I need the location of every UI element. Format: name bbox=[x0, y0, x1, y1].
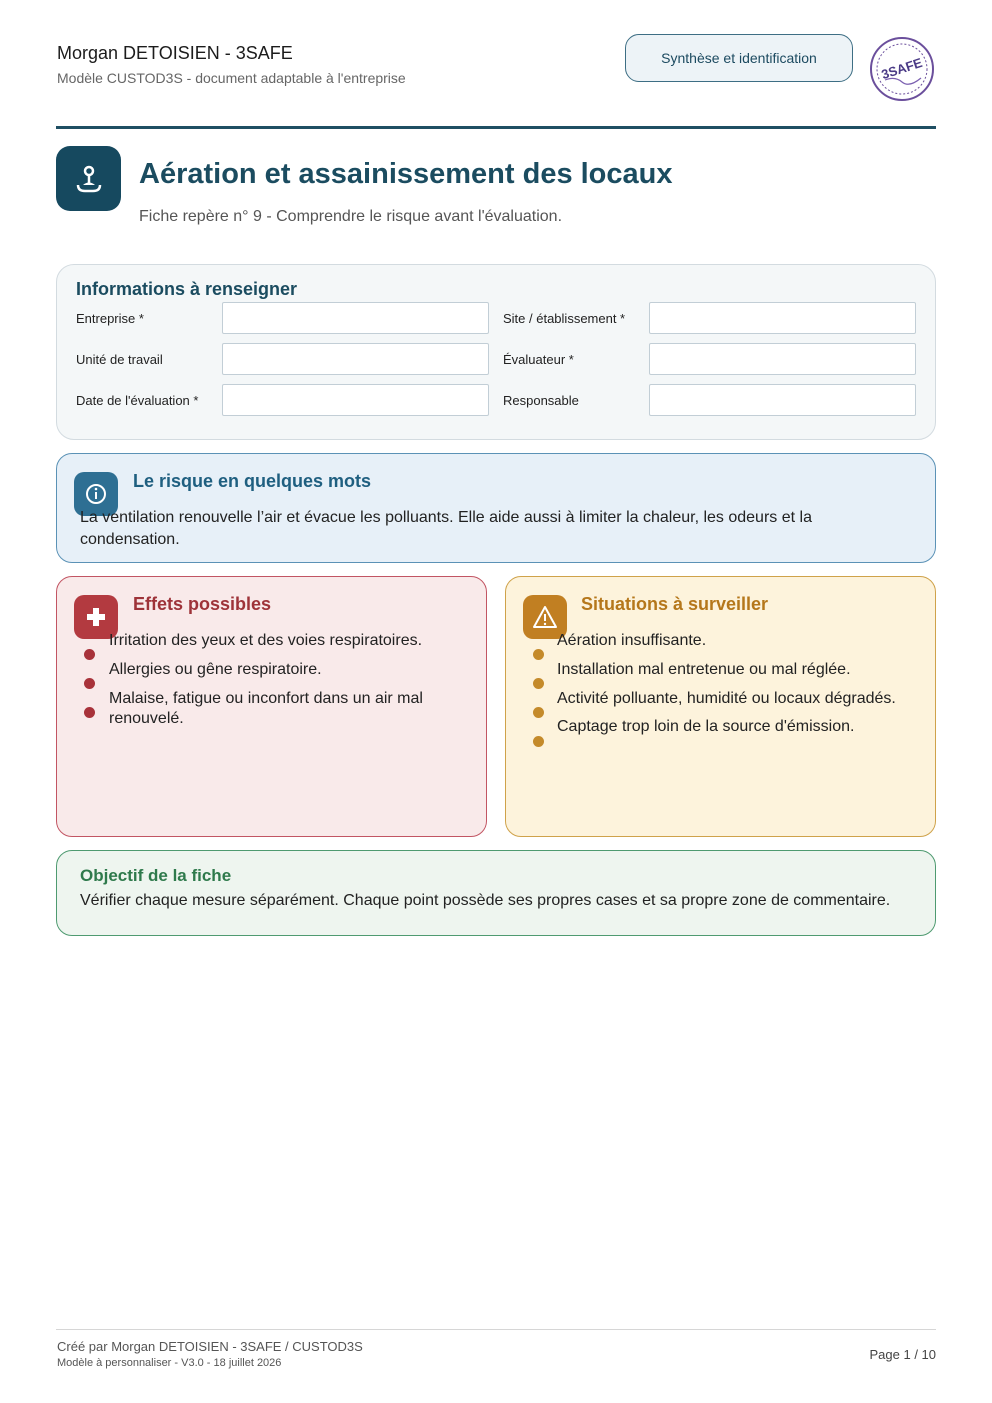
company-stamp-logo bbox=[869, 36, 935, 102]
situations-bullet bbox=[533, 707, 544, 718]
effects-bullet bbox=[84, 707, 95, 718]
entreprise-field[interactable] bbox=[222, 302, 489, 334]
responsable-field[interactable] bbox=[649, 384, 916, 416]
ventilation-icon bbox=[56, 146, 121, 211]
situations-card-title: Situations à surveiller bbox=[581, 594, 769, 614]
situations-item: Installation mal entretenue ou mal réglée. bbox=[557, 661, 851, 678]
field-label-evaluateur: Évaluateur * bbox=[503, 352, 574, 367]
objective-text: Vérifier chaque mesure séparément. Chaque point possède ses propres cases et sa propre zone de commentaire. bbox=[80, 892, 891, 909]
situations-bullet bbox=[533, 678, 544, 689]
page-number: Page 1 / 10 bbox=[869, 1347, 936, 1362]
situations-item: Activité polluante, humidité ou locaux dégradés. bbox=[557, 690, 896, 707]
objective-title: Objectif de la fiche bbox=[80, 866, 232, 885]
unite-field[interactable] bbox=[222, 343, 489, 375]
risk-card-title: Le risque en quelques mots bbox=[133, 471, 372, 491]
situations-item: Aération insuffisante. bbox=[557, 632, 707, 649]
effects-item: Allergies ou gêne respiratoire. bbox=[109, 661, 322, 678]
effects-item: Malaise, fatigue ou inconfort dans un air mal renouvelé. bbox=[109, 690, 423, 727]
model-subtitle: Modèle CUSTOD3S - document adaptable à l'entreprise bbox=[57, 70, 406, 86]
page-title: Aération et assainissement des locaux bbox=[139, 158, 673, 190]
stamp-text: 3SAFE bbox=[879, 54, 925, 83]
page-subtitle: Fiche repère n° 9 - Comprendre le risque avant l'évaluation. bbox=[139, 208, 563, 225]
field-label-unite: Unité de travail bbox=[76, 352, 163, 367]
evaluateur-field[interactable] bbox=[649, 343, 916, 375]
field-label-entreprise: Entreprise * bbox=[76, 311, 144, 326]
effects-item: Irritation des yeux et des voies respiratoires. bbox=[109, 632, 423, 649]
field-label-site: Site / établissement * bbox=[503, 311, 626, 326]
field-label-date: Date de l'évaluation * bbox=[76, 393, 199, 408]
effects-card-title: Effets possibles bbox=[133, 594, 272, 614]
situations-item: Captage trop loin de la source d'émission. bbox=[557, 718, 855, 735]
section-pill: Synthèse et identification bbox=[625, 34, 853, 82]
footer-version: Modèle à personnaliser - V3.0 - 18 juillet 2026 bbox=[57, 1357, 282, 1369]
date-field[interactable] bbox=[222, 384, 489, 416]
risk-description: La ventilation renouvelle l’air et évacue les polluants. Elle aide aussi à limiter la chaleur, les odeurs et la condensation. bbox=[80, 509, 812, 548]
site-field[interactable] bbox=[649, 302, 916, 334]
header-divider bbox=[56, 126, 936, 129]
footer-divider bbox=[56, 1329, 936, 1330]
footer-credit: Créé par Morgan DETOISIEN - 3SAFE / CUSTOD3S bbox=[57, 1339, 363, 1354]
situations-bullet bbox=[533, 649, 544, 660]
effects-bullet bbox=[84, 649, 95, 660]
field-label-responsable: Responsable bbox=[503, 393, 579, 408]
situations-bullet bbox=[533, 736, 544, 747]
effects-bullet bbox=[84, 678, 95, 689]
info-form-title: Informations à renseigner bbox=[76, 279, 298, 299]
author-name: Morgan DETOISIEN - 3SAFE bbox=[57, 43, 293, 63]
